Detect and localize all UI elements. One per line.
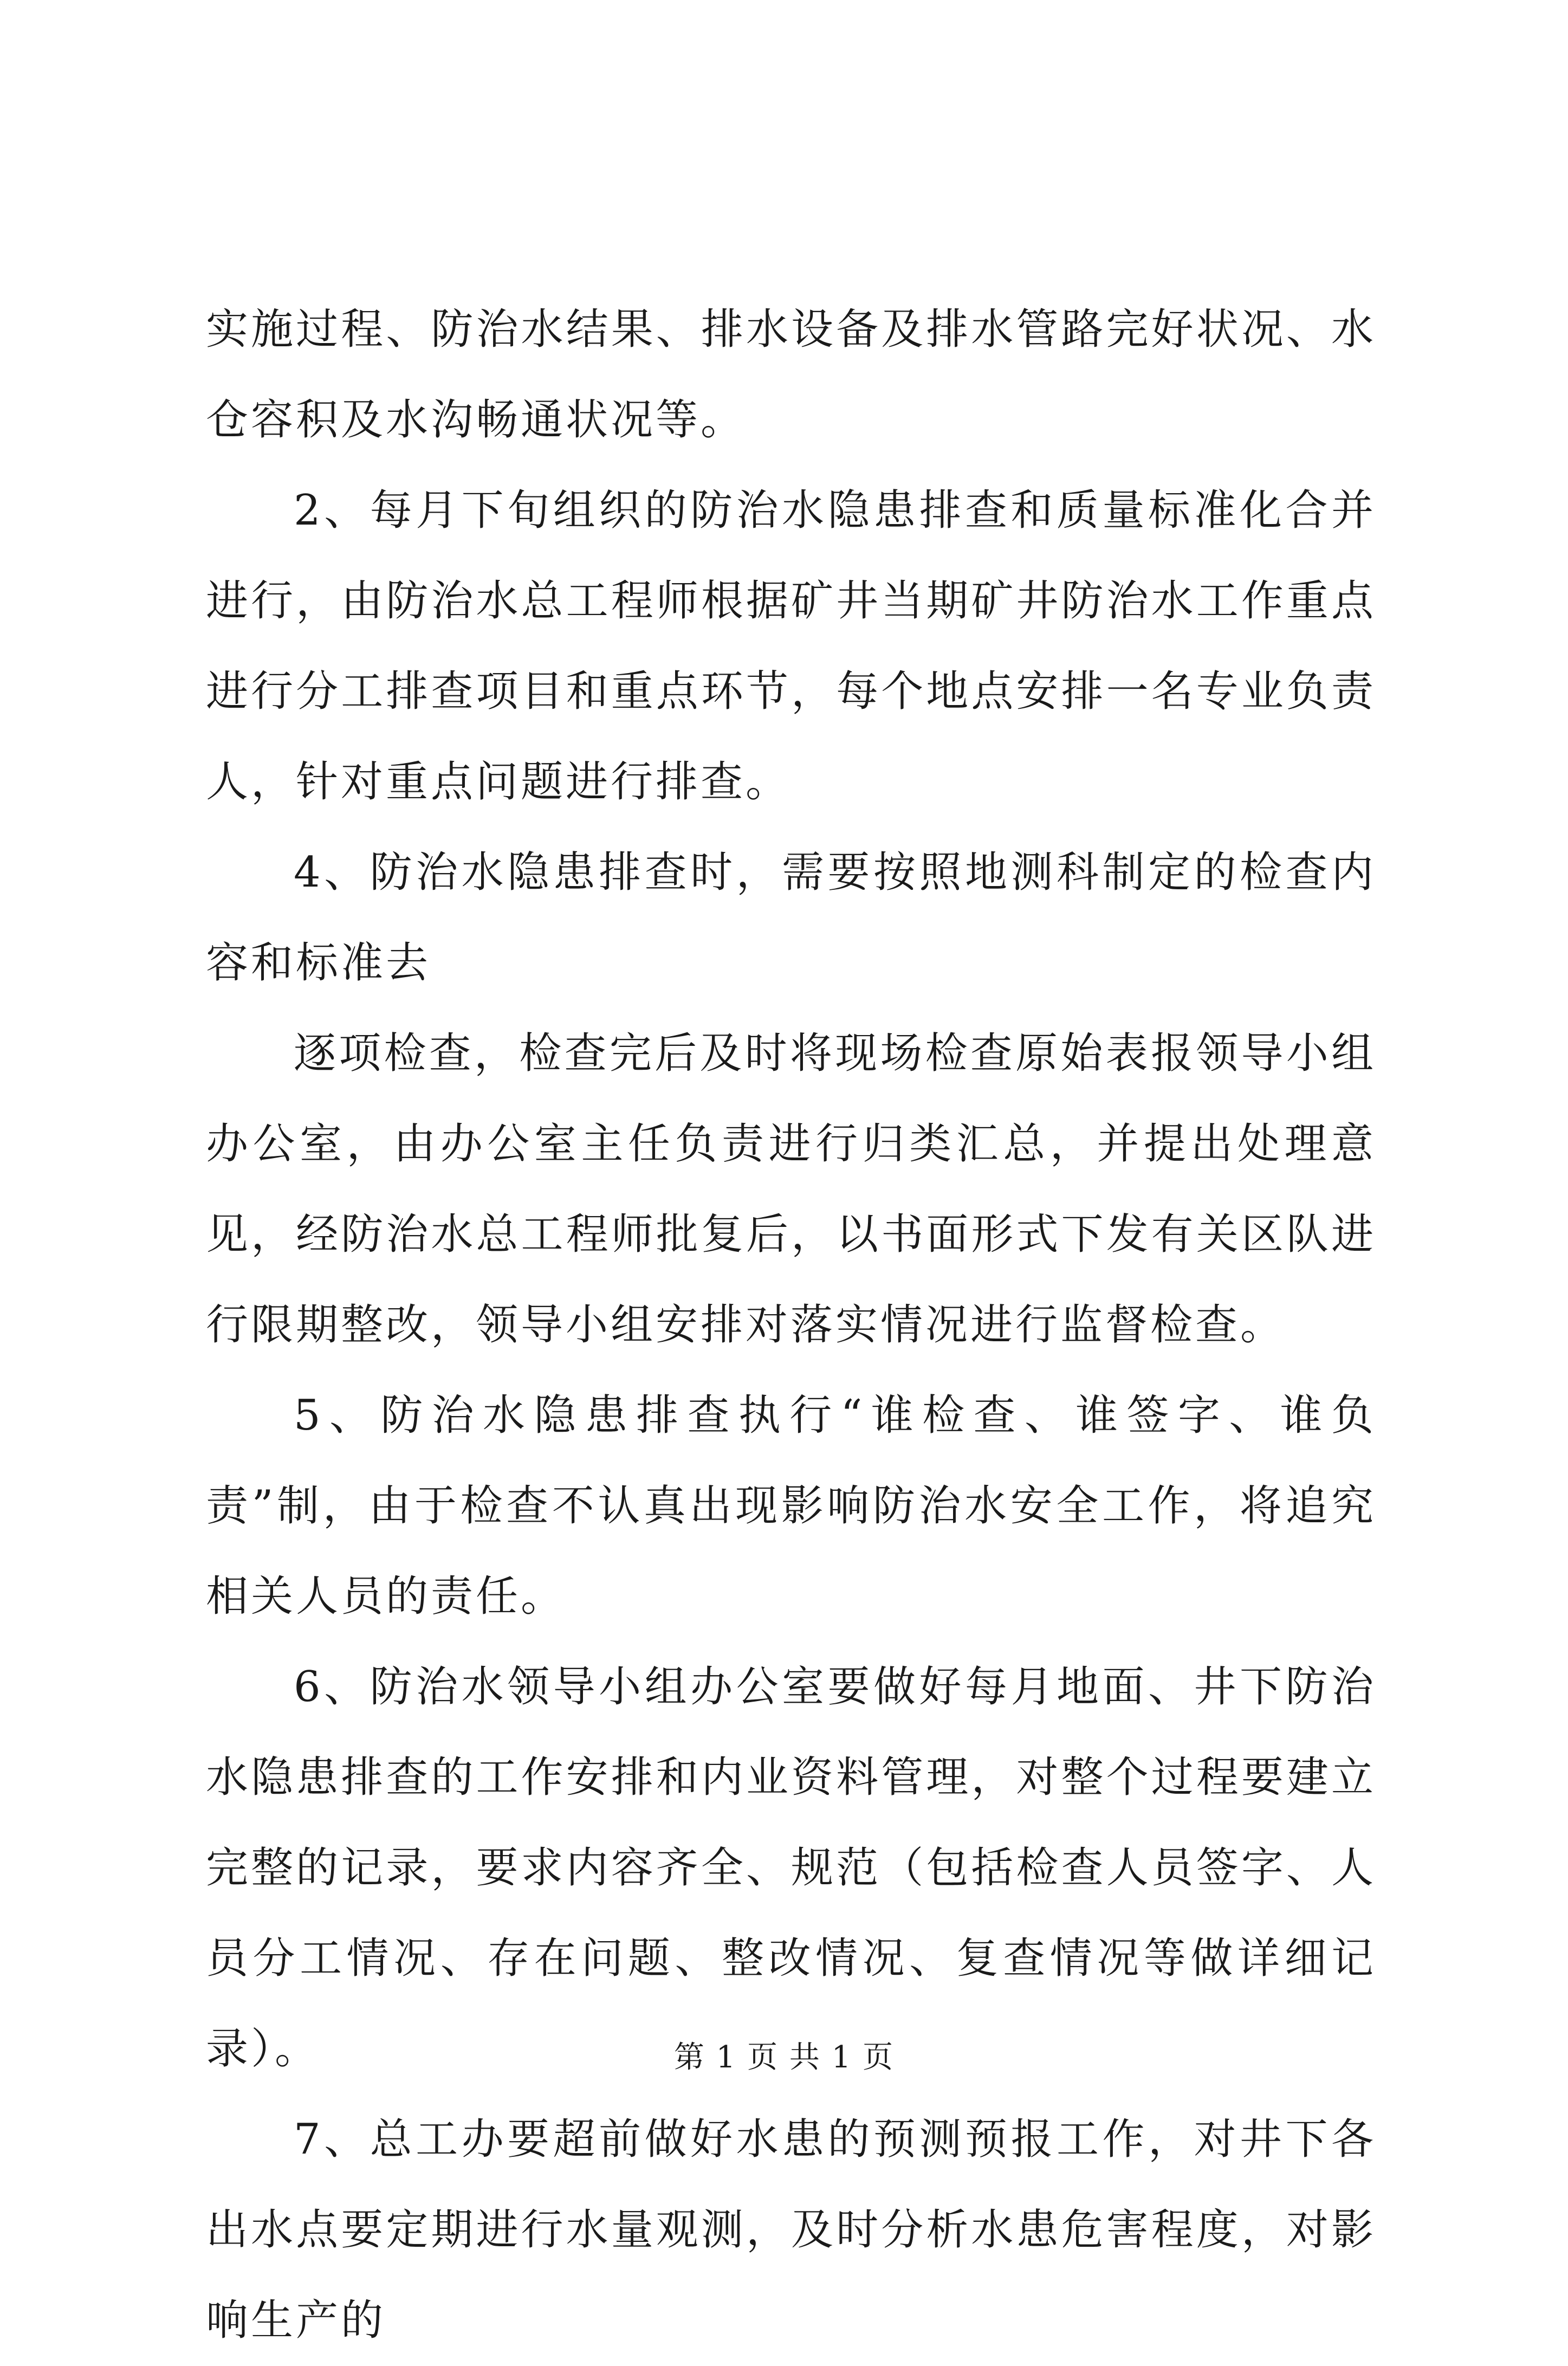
paragraph-2: 2、每月下旬组织的防治水隐患排查和质量标准化合并进行，由防治水总工程师根据矿井当期矿井防治水工作重点进行分工排查项目和重点环节，每个地点安排一名专业负责人，针对重点问题进行排查。 bbox=[206, 486, 1376, 806]
paragraph-4: 逐项检查，检查完后及时将现场检查原始表报领导小组办公室，由办公室主任负责进行归类汇总，并提出处理意见，经防治水总工程师批复后，以书面形式下发有关区队进行限期整改，领导小组安排对落实情况进行监督检查。 bbox=[206, 1029, 1376, 1349]
paragraph-6: 6、防治水领导小组办公室要做好每月地面、井下防治水隐患排查的工作安排和内业资料管理，对整个过程要建立完整的记录，要求内容齐全、规范（包括检查人员签字、人员分工情况、存在问题、整改情况、复查情况等做详细记录）。 bbox=[206, 1663, 1376, 2073]
paragraph-7: 7、总工办要超前做好水患的预测预报工作，对井下各出水点要定期进行水量观测，及时分析水患危害程度，对影响生产的 bbox=[206, 2115, 1376, 2345]
paragraph-3: 4、防治水隐患排查时，需要按照地测科制定的检查内容和标准去 bbox=[206, 848, 1376, 987]
page-footer: 第 1 页 共 1 页 bbox=[673, 2040, 895, 2075]
paragraph-1: 实施过程、防治水结果、排水设备及排水管路完好状况、水仓容积及水沟畅通状况等。 bbox=[206, 305, 1376, 444]
paragraph-5: 5、防治水隐患排查执行“谁检查、谁签字、谁负责”制，由于检查不认真出现影响防治水安全工作，将追究相关人员的责任。 bbox=[206, 1391, 1376, 1621]
